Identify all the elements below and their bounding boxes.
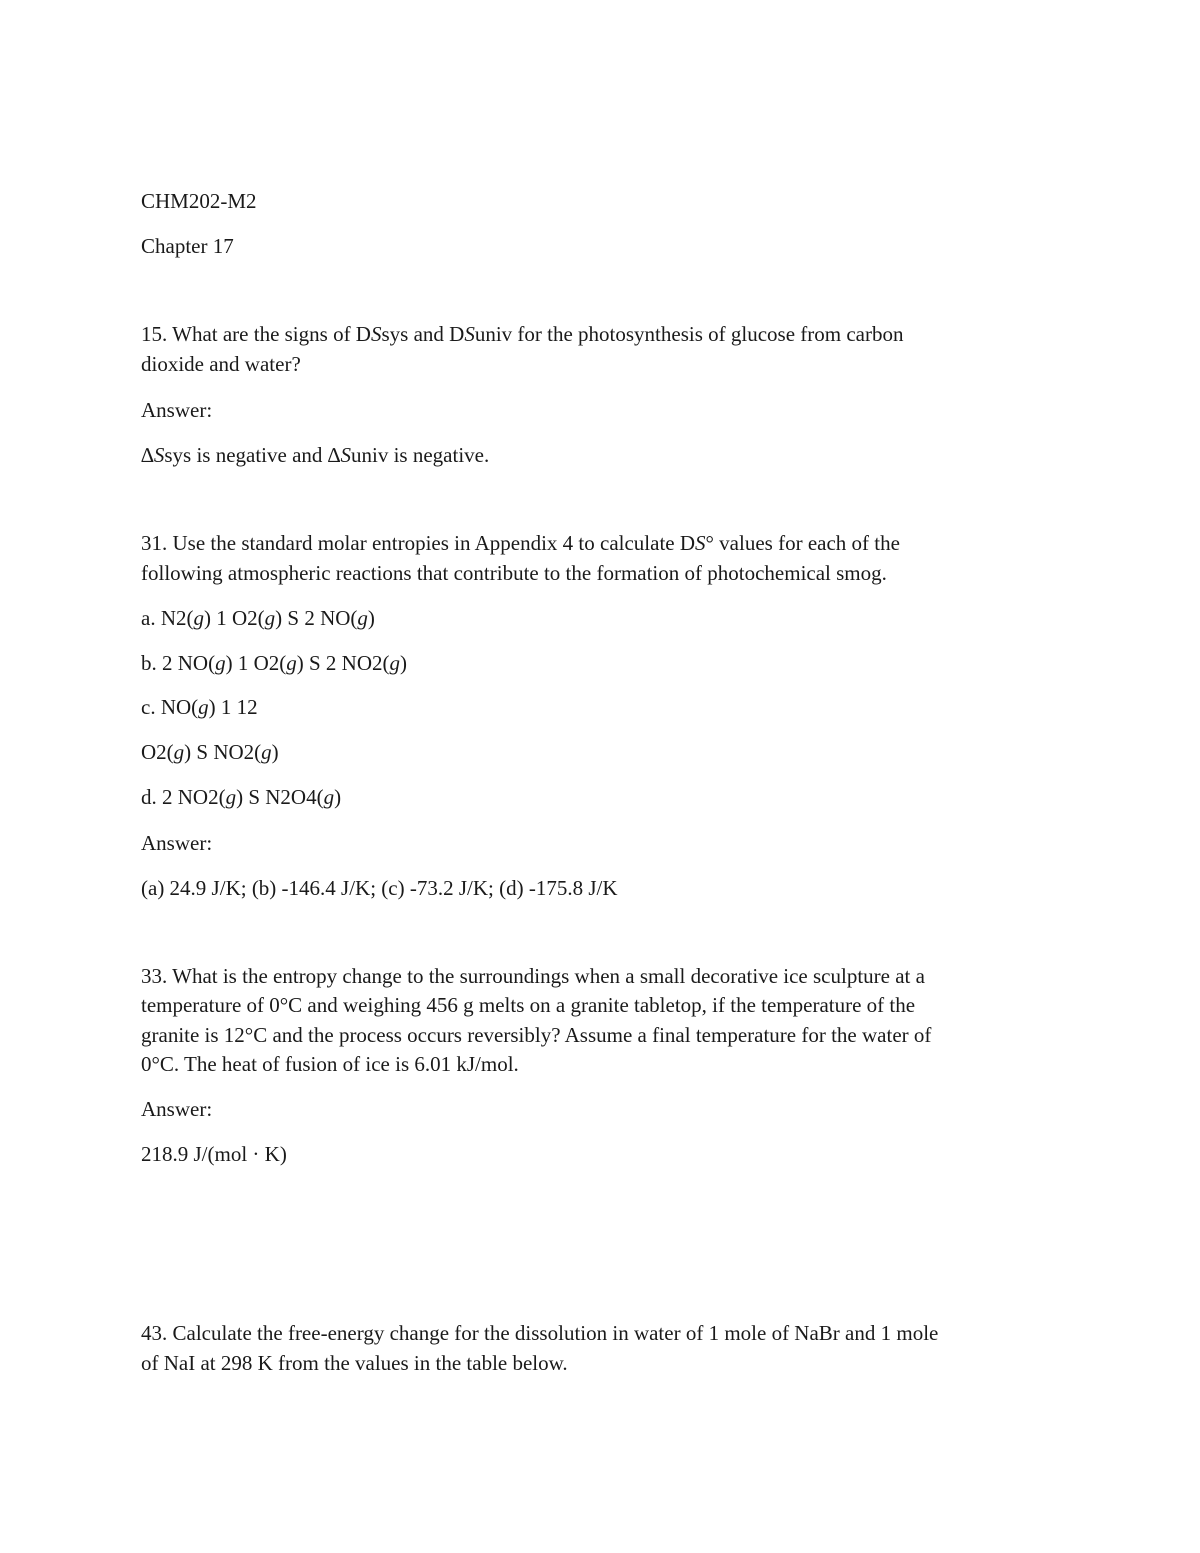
q15-text-line-1: 15. What are the signs of DSsys and DSuniv for the photosynthesis of glucose from carbon — [141, 322, 904, 346]
q31-reaction-a: a. N2(g) 1 O2(g) S 2 NO(g) — [141, 606, 375, 630]
q31-reaction-c-continued: O2(g) S NO2(g) — [141, 740, 279, 764]
q33-text-line-3: granite is 12°C and the process occurs reversibly? Assume a final temperature for the water of — [141, 1023, 932, 1047]
q31-reaction-b: b. 2 NO(g) 1 O2(g) S 2 NO2(g) — [141, 651, 407, 675]
q15-text-line-2: dioxide and water? — [141, 352, 301, 376]
q15-answer-label: Answer: — [141, 398, 213, 422]
q33-answer: 218.9 J/(mol · K) — [141, 1142, 287, 1166]
q43-text-line-2: of NaI at 298 K from the values in the table below. — [141, 1351, 568, 1375]
course-code: CHM202-M2 — [141, 189, 257, 213]
q33-answer-label: Answer: — [141, 1097, 213, 1121]
q31-reaction-d: d. 2 NO2(g) S N2O4(g) — [141, 785, 342, 809]
q33-text-line-4: 0°C. The heat of fusion of ice is 6.01 kJ/mol. — [141, 1052, 519, 1076]
q31-answer-label: Answer: — [141, 831, 213, 855]
q33-text-line-1: 33. What is the entropy change to the surroundings when a small decorative ice sculpture at a — [141, 964, 925, 988]
q31-text-line-1: 31. Use the standard molar entropies in Appendix 4 to calculate DS° values for each of the — [141, 531, 900, 555]
q15-answer: ∆Ssys is negative and ∆Suniv is negative. — [141, 443, 490, 467]
q33-text-line-2: temperature of 0°C and weighing 456 g melts on a granite tabletop, if the temperature of the — [141, 993, 916, 1017]
q43-text-line-1: 43. Calculate the free-energy change for the dissolution in water of 1 mole of NaBr and 1 mole — [141, 1321, 939, 1345]
q31-answer: (a) 24.9 J/K; (b) -146.4 J/K; (c) -73.2 J/K; (d) -175.8 J/K — [141, 876, 618, 900]
q31-text-line-2: following atmospheric reactions that contribute to the formation of photochemical smog. — [141, 561, 887, 585]
chapter-title: Chapter 17 — [141, 234, 234, 258]
q31-reaction-c: c. NO(g) 1 12 — [141, 695, 258, 719]
